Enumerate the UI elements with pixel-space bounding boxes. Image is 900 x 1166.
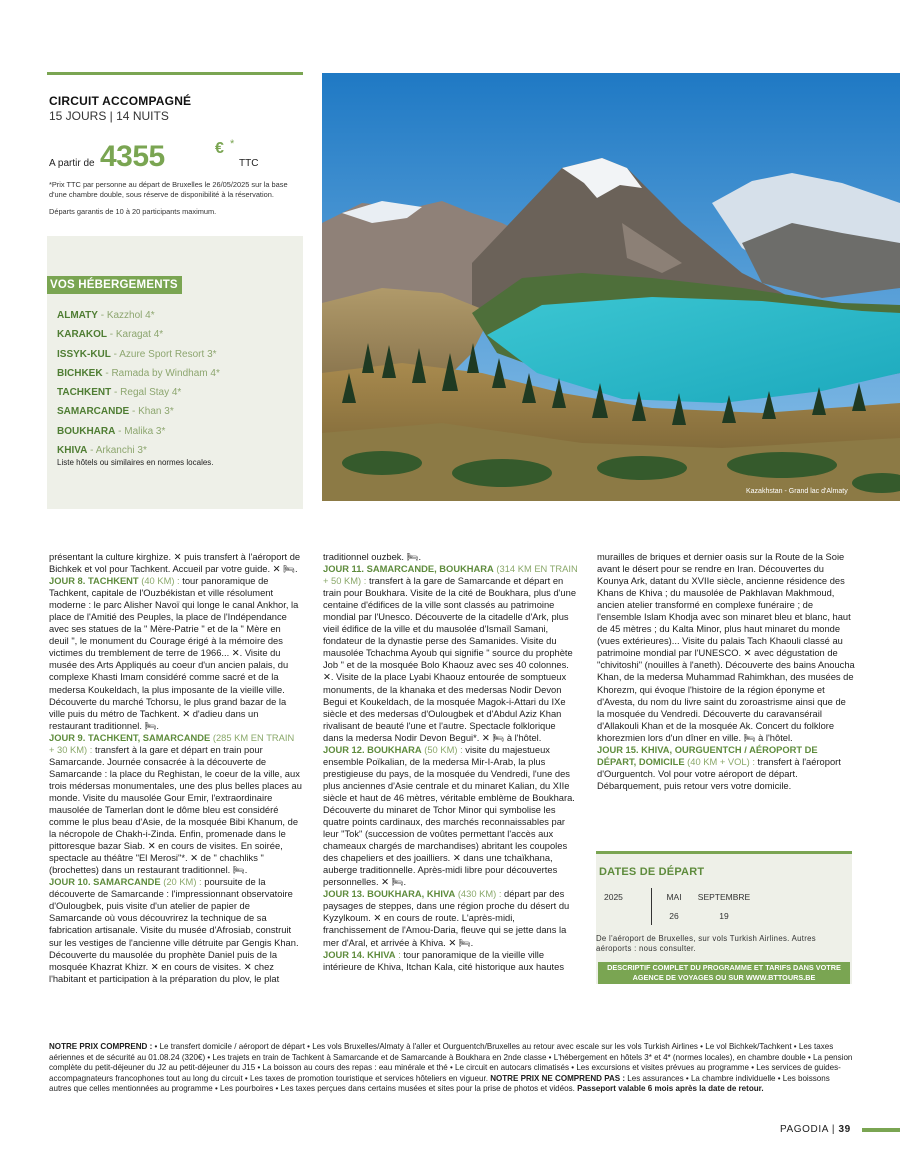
- day-15-distance: (40 KM + VOL) :: [684, 756, 758, 767]
- price-note: *Prix TTC par personne au départ de Bruxelles le 26/05/2025 sur la base d'une chambre double, sous réserve de disponibilité à la réservation.: [49, 180, 288, 199]
- day-8: [49, 575, 302, 732]
- day-12-distance: (50 KM) :: [421, 744, 466, 755]
- hotel-name: Khan 3*: [138, 406, 174, 418]
- passport-note: Passeport valable 6 mois après la date de retour.: [577, 1084, 764, 1094]
- day-8-text: tour panoramique de Tachkent, capitale de l'Ouzbékistan et ville résolument moderne : le parc Alisher Navoï qui longe le canal Ankhor, la place de l'Amitié des Peuples, la place de l'Indépendance avec ses statues de la " Mère-Patrie " et de la " Mère en deuil ", le monument du Courage érigé à la mémoire des victimes du tremblement de terre de 1966... ✕. Visite du musée des Arts Appliqués au coeur d'un ancien palais, du complexe Khasti Imam considéré comme sacré et de la medersa Koukeldach, la plus imposante de la vieille ville. Découverte du marché Tchorsu, le plus grand bazar de la ville puis du métro de Tachkent. ✕ d'adieu dans un restaurant traditionnel. 🛏.: [49, 576, 299, 731]
- price-ttc: TTC: [239, 158, 259, 169]
- hotel-city: TACHKENT: [57, 387, 112, 399]
- hotel-name: Ramada by Windham 4*: [111, 367, 220, 379]
- excluded-label: NOTRE PRIX NE COMPREND PAS :: [490, 1073, 628, 1083]
- hotel-separator: -: [111, 387, 121, 399]
- departure-guarantee: Départs garantis de 10 à 20 participants maximum.: [49, 207, 217, 216]
- day-12-text: visite du majestueux ensemble Poïkalian, de la medersa Mir-I-Arab, la plus prestigieuse du pays, de la mosquée du Vendredi, l'une des plus anciennes d'Asie centrale et du minaret Kalian, du XIIe siècle et haut de 46 mètres, véritable emblème de Boukhara. Découverte du minaret de Tchor Minor qui symbolise les quatre points cardinaux, des marchés reconnaissables par leur "Tok" (succession de voûtes permettant l'accès aux chameaux chargés de marchandises) abritant les coupoles des chapeliers et des joailliers. ✕ dans une tchaïkhana, auberge traditionnelle. Après-midi libre pour découvertes personnelles. ✕ 🛏.: [323, 744, 575, 888]
- included-text: • Le transfert domicile / aéroport de départ • Les vols Bruxelles/Almaty à l'aller et Ourguentch/Bruxelles au retour avec escale sur les vols Turkish Airlines • Le vol Bichkek/Tachkent • Les taxes aériennes et de sécurité au 01.08.24 (320€) • Les trajets en train de Tachkent à Samarcande et de Samarcande à Boukhara en 2nde classe • L'hébergement en hôtels 3* et 4* (normes locales), en chambre double • La pension complète du petit-déjeuner du J2 au petit-déjeuner du J15 • La boisson au cours des repas : eau minérale et thé • Le circuit en autocars climatisés • Les excursions et visites prévues au programme • Les services de guides-accompagnateurs francophones tout au long du circuit • Les taxes de promotion touristique et services hôteliers en vigueur.: [49, 1042, 853, 1083]
- departure-dates-box: [596, 851, 852, 984]
- day-10-distance: (20 KM) :: [160, 877, 205, 888]
- hotels-title: VOS HÉBERGEMENTS: [47, 276, 182, 294]
- day-9: [49, 732, 302, 877]
- day-9-title: JOUR 9. TACHKENT, SAMARCANDE: [49, 732, 211, 743]
- day-13-distance: (430 KM) :: [455, 889, 505, 900]
- departure-note: De l'aéroport de Bruxelles, sur vols Turkish Airlines. Autres aéroports : nous consulter.: [596, 934, 816, 953]
- departure-day: 19: [719, 911, 729, 921]
- day-15-title: JOUR 15. KHIVA, OURGUENTCH / AÉROPORT DE DÉPART, DOMICILE: [597, 744, 818, 767]
- hotel-item: [57, 422, 220, 441]
- price-star: *: [230, 138, 235, 150]
- day-13-title: JOUR 13. BOUKHARA, KHIVA: [323, 889, 456, 900]
- program-cta-link[interactable]: DESCRIPTIF COMPLET DU PROGRAMME ET TARIFS DANS VOTRE AGENCE DE VOYAGES OU SUR WWW.BTTOURS.BE: [598, 962, 850, 984]
- hotel-item: [57, 364, 220, 383]
- departure-month: MAI: [666, 892, 682, 902]
- footer-separator: |: [831, 1124, 836, 1135]
- hotels-list: [57, 306, 220, 460]
- top-rule: [47, 72, 303, 75]
- price-block: [49, 138, 305, 174]
- hotel-city: SAMARCANDE: [57, 406, 130, 418]
- departure-dates-title: DATES DE DÉPART: [599, 866, 705, 878]
- day-15-text: transfert à l'aéroport d'Ourguentch. Vol pour votre aéroport de départ. Débarquement, puis retour vers votre domicile.: [597, 756, 841, 791]
- day-12-title: JOUR 12. BOUKHARA: [323, 744, 422, 755]
- day-10-text: poursuite de la découverte de Samarcande : l'impressionnant observatoire d'Oulougbek, puis visite d'un atelier de papier de Samarcande où vous découvrirez la technique de sa fabrication artisanale. Visite du musée d'Afrosiab, construit sur les vestiges de l'ancienne ville détruite par Gengis Khan. Découverte du mausolée du prophète Daniel puis de la mosquée Khazrat Khizr. ✕ en cours de visites. ✕ chez l'habitant et participation à la préparation du plov, le plat: [49, 877, 299, 984]
- hotel-item: [57, 345, 220, 364]
- day-8-distance: (40 KM) :: [138, 576, 183, 587]
- hotel-separator: -: [97, 310, 107, 321]
- circuit-duration: 15 JOURS | 14 NUITS: [49, 109, 169, 123]
- day-14-distance: :: [395, 949, 404, 960]
- hotels-box: [47, 236, 303, 509]
- itinerary-column-3: [597, 551, 855, 792]
- day-15: [597, 744, 855, 792]
- day-10: [49, 876, 302, 984]
- day-14: [323, 949, 578, 973]
- itinerary-column-2: [323, 551, 578, 973]
- circuit-header: [49, 94, 305, 123]
- hotel-separator: -: [87, 445, 96, 457]
- hotel-name: Azure Sport Resort 3*: [119, 348, 217, 360]
- hotel-separator: -: [102, 367, 112, 379]
- landscape-photo: [322, 73, 900, 501]
- circuit-title: CIRCUIT ACCOMPAGNÉ: [49, 94, 192, 108]
- hotel-city: KHIVA: [57, 445, 88, 457]
- price-value: 4355: [100, 140, 165, 173]
- hotel-item: [57, 383, 220, 402]
- departure-day: 26: [669, 911, 679, 921]
- itinerary-intro-2: traditionnel ouzbek. 🛏.: [323, 552, 422, 562]
- day-11: [323, 563, 578, 744]
- hotel-name: Karagat 4*: [115, 329, 164, 341]
- day-12: [323, 744, 578, 889]
- hotel-city: BICHKEK: [57, 367, 103, 379]
- day-14-text: tour panoramique de la vieille ville intérieure de Khiva, Itchan Kala, cité historique aux hautes: [323, 949, 565, 972]
- day-9-distance: (285 KM EN TRAIN + 30 KM) :: [49, 732, 295, 755]
- day-11-distance: (314 KM EN TRAIN + 50 KM) :: [323, 564, 578, 587]
- excluded-text: Les assurances • La chambre individuelle • Les boissons autres que celles mentionnées au programme • Les pourboires • Les taxes perçues dans certains musées et sites pour la prise de photos et vidéos.: [49, 1073, 830, 1094]
- day-13: [323, 888, 578, 948]
- itinerary-intro-3: murailles de briques et dernier oasis sur la Route de la Soie avant le désert pour se rendre en Iran. Découvertes du Kounya Ark, datant du XVIIe siècle, ancienne résidence des Khans de Khiva ; du mausolée de Pakhlavan Makhmoud, ancien atelier transformé en complexe funéraire ; de l'ensemble Islam Khodja avec son minaret bleu et blanc, haut de 45 mètres ; du Kalta Minor, plus haut minaret du monde (vues extérieures)... Visite du palais Tach Khaouli classé au patrimoine mondial par l'UNESCO. ✕ avec dégustation de "chivitoshi" (nouilles à l'aneth). Découverte des bains Anoucha Khan, de la medersa Muhammad Rahimkhan, des musées de Khorezm, qui évoque l'histoire de la région éponyme et d'Avesta, du nom du livre saint du zoroastrisme ainsi que de la mosquée du Vendredi. Découverte du caravansérail d'Allakouli Khan et de la mosquée Ak. Concert du folklore khorezmien lors d'un dîner en ville. 🛏 à l'hôtel.: [597, 552, 855, 743]
- hotel-separator: -: [129, 406, 139, 418]
- day-8-title: JOUR 8. TACHKENT: [49, 576, 139, 587]
- hotel-item: [57, 325, 220, 344]
- day-13-text: départ par des paysages de steppes, dans une région proche du désert du Kyzylkoum. ✕ en cours de route. L'après-midi, franchissement de l'Amou-Daria, fleuve qui se jette dans la mer d'Aral, et arrivée à Khiva. ✕ 🛏.: [323, 889, 570, 948]
- itinerary-column-1: [49, 551, 302, 985]
- hotel-city: BOUKHARA: [57, 425, 116, 437]
- price-prefix: A partir de: [49, 158, 95, 169]
- day-14-title: JOUR 14. KHIVA: [323, 949, 396, 960]
- departure-year: 2025: [604, 892, 623, 902]
- hotel-separator: -: [107, 329, 116, 341]
- hotel-item: [57, 402, 220, 421]
- hotel-item: [57, 306, 220, 325]
- hotel-name: Malika 3*: [124, 425, 166, 437]
- hotel-city: KARAKOL: [57, 329, 107, 341]
- hotel-city: ALMATY: [57, 310, 98, 321]
- hotel-name: Arkanchi 3*: [95, 445, 147, 457]
- hotels-note: Liste hôtels ou similaires en normes locales.: [57, 458, 214, 467]
- mountain-lake-illustration: [322, 73, 900, 501]
- page-footer: [780, 1124, 851, 1135]
- page-number: 39: [838, 1124, 851, 1135]
- itinerary-intro-1: présentant la culture kirghize. ✕ puis transfert à l'aéroport de Bichkek et vol pour Tachkent. Accueil par votre guide. ✕ 🛏.: [49, 552, 301, 575]
- hotel-name: Regal Stay 4*: [120, 387, 182, 399]
- departure-month: SEPTEMBRE: [697, 892, 751, 902]
- included-label: NOTRE PRIX COMPREND :: [49, 1042, 155, 1051]
- table-divider: [651, 888, 652, 925]
- hotel-separator: -: [110, 348, 120, 360]
- day-11-title: JOUR 11. SAMARCANDE, BOUKHARA: [323, 564, 494, 575]
- day-9-text: transfert à la gare et départ en train pour Samarcande. Journée consacrée à la découverte de Samarcande : la place du Reghistan, le coeur de la ville, aux trois médersas monumentales, une des plus belles places au monde. Visite du mausolée Gour Emir, l'extraordinaire mausolée de Tamerlan dont le dôme bleu est considéré comme le plus beau d'Asie, de la mosquée Bibi Khanum, de la nécropole de Chakh-i-Zinda. Enfin, promenade dans le pittoresque bazar Siab. ✕ en cours de visites. En soirée, spectacle au théâtre "El Merosi"*. ✕ de " chachliks " (brochettes) dans un restaurant traditionnel. 🛏.: [49, 744, 302, 876]
- price-currency: €: [215, 140, 224, 157]
- footer-bar: [862, 1128, 900, 1132]
- day-10-title: JOUR 10. SAMARCANDE: [49, 877, 161, 888]
- price-conditions: [49, 1042, 854, 1095]
- footer-brand: PAGODIA: [780, 1124, 829, 1135]
- hotel-name: Kazzhol 4*: [106, 310, 155, 321]
- photo-caption: Kazakhstan - Grand lac d'Almaty: [746, 488, 848, 495]
- hotel-city: ISSYK-KUL: [57, 348, 111, 360]
- hotel-separator: -: [115, 425, 125, 437]
- day-11-text: transfert à la gare de Samarcande et départ en train pour Boukhara. Visite de la cité de Boukhara, plus d'une centaine d'édifices de la ville sont classés au patrimoine mondial par l'Unesco. Découverte de la citadelle d'Ark, plus vieil édifice de la ville et du mausolée d'Ismaïl Samani, fondateur de la dynastie perse des Samanides. Visite du mausolée Tchachma Ayoub qui signifie " source du prophète Job " et de la mosquée Bolo Khaouz avec ses 40 colonnes. ✕. Visite de la place Lyabi Khaouz entourée de somptueux monuments, de la khanaka et des medersas Nodir Devon Begui et Koukeldach, de la mosquée Magok-i-Attari du IXe siècle et des medersas d'Oulougbek et d'Abdul Aziz Khan rivalisant de beauté l'une et l'autre. Spectacle folklorique dans la medersa Nodir Devon Begui*. ✕ 🛏 à l'hôtel.: [323, 576, 577, 743]
